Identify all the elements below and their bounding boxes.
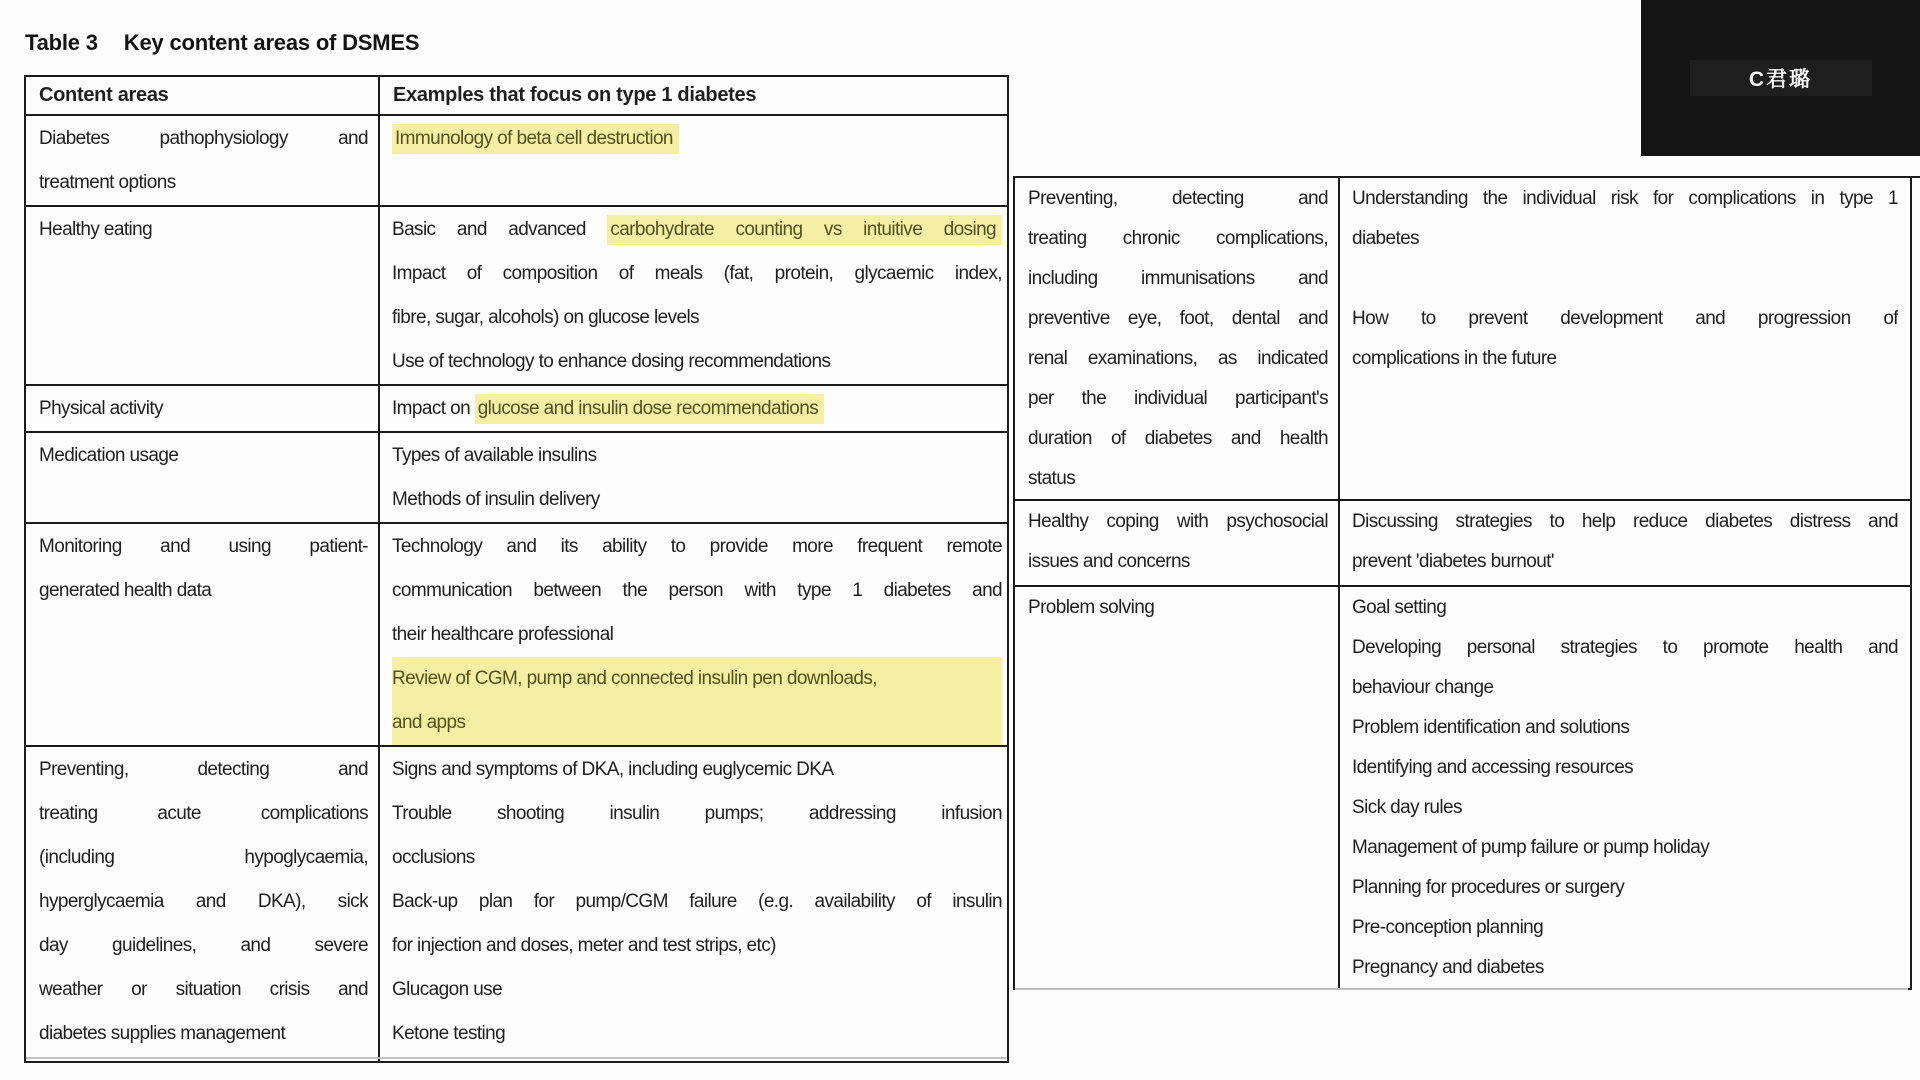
- text-segment: Signs and symptoms of DKA, including euglycemic DKA: [392, 759, 834, 780]
- participant-name-label: [1690, 60, 1872, 96]
- examples-cell: [379, 523, 1008, 746]
- text-segment: treating chronic complications,: [1028, 228, 1328, 249]
- text-segment: issues and concerns: [1028, 551, 1190, 572]
- table-line: [39, 924, 368, 968]
- table-line: [392, 613, 1002, 657]
- table-line: [392, 252, 1002, 296]
- table-line: [1028, 588, 1328, 628]
- content-area-cell: [25, 523, 379, 746]
- text-segment: Impact of composition of meals (fat, protein, glycaemic index,: [392, 263, 1002, 284]
- text-segment: Basic and advanced: [392, 219, 608, 240]
- text-segment: Use of technology to enhance dosing recommendations: [392, 351, 831, 372]
- right-content-table: [1013, 176, 1912, 990]
- table-line: [39, 117, 368, 161]
- text-segment: day guidelines, and severe: [39, 935, 368, 956]
- table-line: [392, 968, 1002, 1012]
- table-caption: Key content areas of DSMES: [123, 30, 420, 55]
- text-segment: Problem solving: [1028, 597, 1155, 618]
- table-line: [1352, 948, 1898, 988]
- table-line: [1352, 542, 1898, 582]
- table-line: [1352, 179, 1898, 219]
- table-line: [39, 1012, 368, 1056]
- table-line: [392, 478, 1002, 522]
- table-row: [1014, 586, 1911, 989]
- text-segment: generated health data: [39, 580, 212, 601]
- table-line: [1028, 379, 1328, 419]
- highlighted-text: Immunology of beta cell destruction: [392, 124, 679, 154]
- text-segment: for injection and doses, meter and test strips, etc): [392, 935, 776, 956]
- highlighted-line: [392, 701, 1002, 745]
- participant-name: C君璐: [1748, 68, 1813, 91]
- content-area-cell: [1014, 177, 1339, 500]
- table-row: [25, 206, 1008, 385]
- table-line: [392, 296, 1002, 340]
- content-area-cell: [25, 385, 379, 432]
- text-segment: Preventing, detecting and: [1028, 188, 1328, 209]
- examples-cell: [379, 206, 1008, 385]
- examples-cell: [1339, 177, 1911, 500]
- table-line: [1028, 219, 1328, 259]
- table-line: [39, 792, 368, 836]
- text-segment: Technology and its ability to provide more frequent remote: [392, 536, 1002, 557]
- table-line: [39, 569, 368, 613]
- table-row: [1014, 500, 1911, 586]
- content-area-cell: [25, 746, 379, 1062]
- text-segment: diabetes supplies management: [39, 1023, 286, 1044]
- highlighted-text: glucose and insulin dose recommendations: [475, 394, 824, 424]
- table-line: [39, 208, 368, 252]
- table-line: [392, 924, 1002, 968]
- table-row: [25, 432, 1008, 523]
- column-header: Examples that focus on type 1 diabetes: [379, 76, 1008, 115]
- examples-cell: [1339, 586, 1911, 989]
- text-segment: Pregnancy and diabetes: [1352, 957, 1544, 978]
- table-line: [1352, 628, 1898, 668]
- text-segment: treating acute complications: [39, 803, 368, 824]
- examples-cell: [379, 385, 1008, 432]
- text-segment: Methods of insulin delivery: [392, 489, 600, 510]
- table-line: [39, 968, 368, 1012]
- text-segment: Types of available insulins: [392, 445, 597, 466]
- table-line: [1352, 788, 1898, 828]
- examples-cell: [379, 432, 1008, 523]
- table-line: [39, 748, 368, 792]
- content-area-cell: [25, 115, 379, 206]
- text-segment: renal examinations, as indicated: [1028, 348, 1328, 369]
- table-line: [392, 569, 1002, 613]
- table-line: [39, 161, 368, 205]
- table-line: [392, 208, 1002, 252]
- header-row: [25, 76, 1008, 115]
- examples-cell: [379, 746, 1008, 1062]
- table-line: [1352, 828, 1898, 868]
- table-line: [392, 525, 1002, 569]
- table-number: Table 3: [25, 30, 98, 55]
- content-area-cell: [25, 432, 379, 523]
- table-line: [392, 1012, 1002, 1056]
- content-area-cell: [25, 206, 379, 385]
- table-line: [39, 434, 368, 478]
- table-line: [392, 836, 1002, 880]
- table-line: [1028, 502, 1328, 542]
- table-line: [1352, 259, 1898, 299]
- text-segment: (including hypoglycaemia,: [39, 847, 368, 868]
- text-segment: communication between the person with type 1 diabetes and: [392, 580, 1002, 601]
- text-segment: prevent 'diabetes burnout': [1352, 551, 1554, 572]
- table-line: [1352, 868, 1898, 908]
- text-segment: weather or situation crisis and: [39, 979, 368, 1000]
- text-segment: How to prevent development and progression of: [1352, 308, 1898, 329]
- table-row: [25, 385, 1008, 432]
- examples-cell: [379, 115, 1008, 206]
- text-segment: Discussing strategies to help reduce diabetes distress and: [1352, 511, 1898, 532]
- video-participant-tile: [1641, 0, 1920, 156]
- table-line: [1028, 179, 1328, 219]
- text-segment: Healthy coping with psychosocial: [1028, 511, 1328, 532]
- table-line: [1352, 339, 1898, 379]
- table-line: [392, 117, 1002, 161]
- table-line: [39, 880, 368, 924]
- table-line: [1352, 299, 1898, 339]
- text-segment: Impact on: [392, 398, 475, 419]
- table-row: [25, 746, 1008, 1062]
- text-segment: Preventing, detecting and: [39, 759, 368, 780]
- text-segment: preventive eye, foot, dental and: [1028, 308, 1328, 329]
- text-segment: Glucagon use: [392, 979, 503, 1000]
- text-segment: occlusions: [392, 847, 475, 868]
- table-row: [1014, 177, 1911, 500]
- text-segment: fibre, sugar, alcohols) on glucose levels: [392, 307, 700, 328]
- text-segment: Back-up plan for pump/CGM failure (e.g. availability of insulin: [392, 891, 1002, 912]
- table-line: [1352, 908, 1898, 948]
- table-line: [39, 525, 368, 569]
- highlighted-line: [392, 657, 1002, 701]
- table-line: [1028, 542, 1328, 582]
- table-line: [39, 836, 368, 880]
- table-line: [392, 387, 1002, 431]
- text-segment: Healthy eating: [39, 219, 153, 240]
- table-line: [1028, 299, 1328, 339]
- table-border-extension: [1910, 176, 1920, 178]
- text-segment: Goal setting: [1352, 597, 1447, 618]
- text-segment: Understanding the individual risk for complications in type 1: [1352, 188, 1898, 209]
- table-line: [1352, 668, 1898, 708]
- text-segment: Diabetes pathophysiology and: [39, 128, 368, 149]
- table-line: [392, 792, 1002, 836]
- table-line: [392, 880, 1002, 924]
- table-line: [39, 387, 368, 431]
- text-segment: Pre-conception planning: [1352, 917, 1544, 938]
- text-segment: Developing personal strategies to promote health and: [1352, 637, 1898, 658]
- examples-cell: [1339, 500, 1911, 586]
- table-line: [392, 748, 1002, 792]
- table-bottom-shadow: [1015, 988, 1908, 990]
- text-segment: duration of diabetes and health: [1028, 428, 1328, 449]
- table-line: [1352, 748, 1898, 788]
- document-title: [25, 30, 419, 56]
- text-segment: diabetes: [1352, 228, 1420, 249]
- text-segment: and apps: [392, 712, 466, 733]
- text-segment: Problem identification and solutions: [1352, 717, 1630, 738]
- text-segment: treatment options: [39, 172, 176, 193]
- text-segment: Trouble shooting insulin pumps; addressing infusion: [392, 803, 1002, 824]
- text-segment: Physical activity: [39, 398, 163, 419]
- table-line: [1352, 588, 1898, 628]
- text-segment: hyperglycaemia and DKA), sick: [39, 891, 368, 912]
- text-segment: complications in the future: [1352, 348, 1557, 369]
- table-bottom-shadow: [26, 1057, 1006, 1059]
- text-segment: Management of pump failure or pump holiday: [1352, 837, 1710, 858]
- text-segment: Monitoring and using patient-: [39, 536, 368, 557]
- text-segment: behaviour change: [1352, 677, 1494, 698]
- text-segment: Sick day rules: [1352, 797, 1462, 818]
- table-line: [1352, 502, 1898, 542]
- text-segment: Review of CGM, pump and connected insulin pen downloads,: [392, 668, 877, 689]
- table-line: [1028, 419, 1328, 459]
- text-segment: Ketone testing: [392, 1023, 506, 1044]
- left-content-table: [24, 75, 1009, 1063]
- table-row: [25, 115, 1008, 206]
- table-line: [392, 434, 1002, 478]
- table-line: [1352, 708, 1898, 748]
- content-area-cell: [1014, 500, 1339, 586]
- table-row: [25, 523, 1008, 746]
- text-segment: Identifying and accessing resources: [1352, 757, 1634, 778]
- text-segment: including immunisations and: [1028, 268, 1328, 289]
- table-line: [1028, 259, 1328, 299]
- column-header: Content areas: [25, 76, 379, 115]
- text-segment: per the individual participant's: [1028, 388, 1328, 409]
- content-area-cell: [1014, 586, 1339, 989]
- text-segment: status: [1028, 468, 1076, 489]
- table-line: [392, 340, 1002, 384]
- table-line: [1028, 339, 1328, 379]
- text-segment: Medication usage: [39, 445, 179, 466]
- text-segment: their healthcare professional: [392, 624, 614, 645]
- highlighted-text: carbohydrate counting vs intuitive dosing: [607, 215, 1002, 245]
- table-line: [1028, 459, 1328, 499]
- table-line: [1352, 219, 1898, 259]
- text-segment: Planning for procedures or surgery: [1352, 877, 1625, 898]
